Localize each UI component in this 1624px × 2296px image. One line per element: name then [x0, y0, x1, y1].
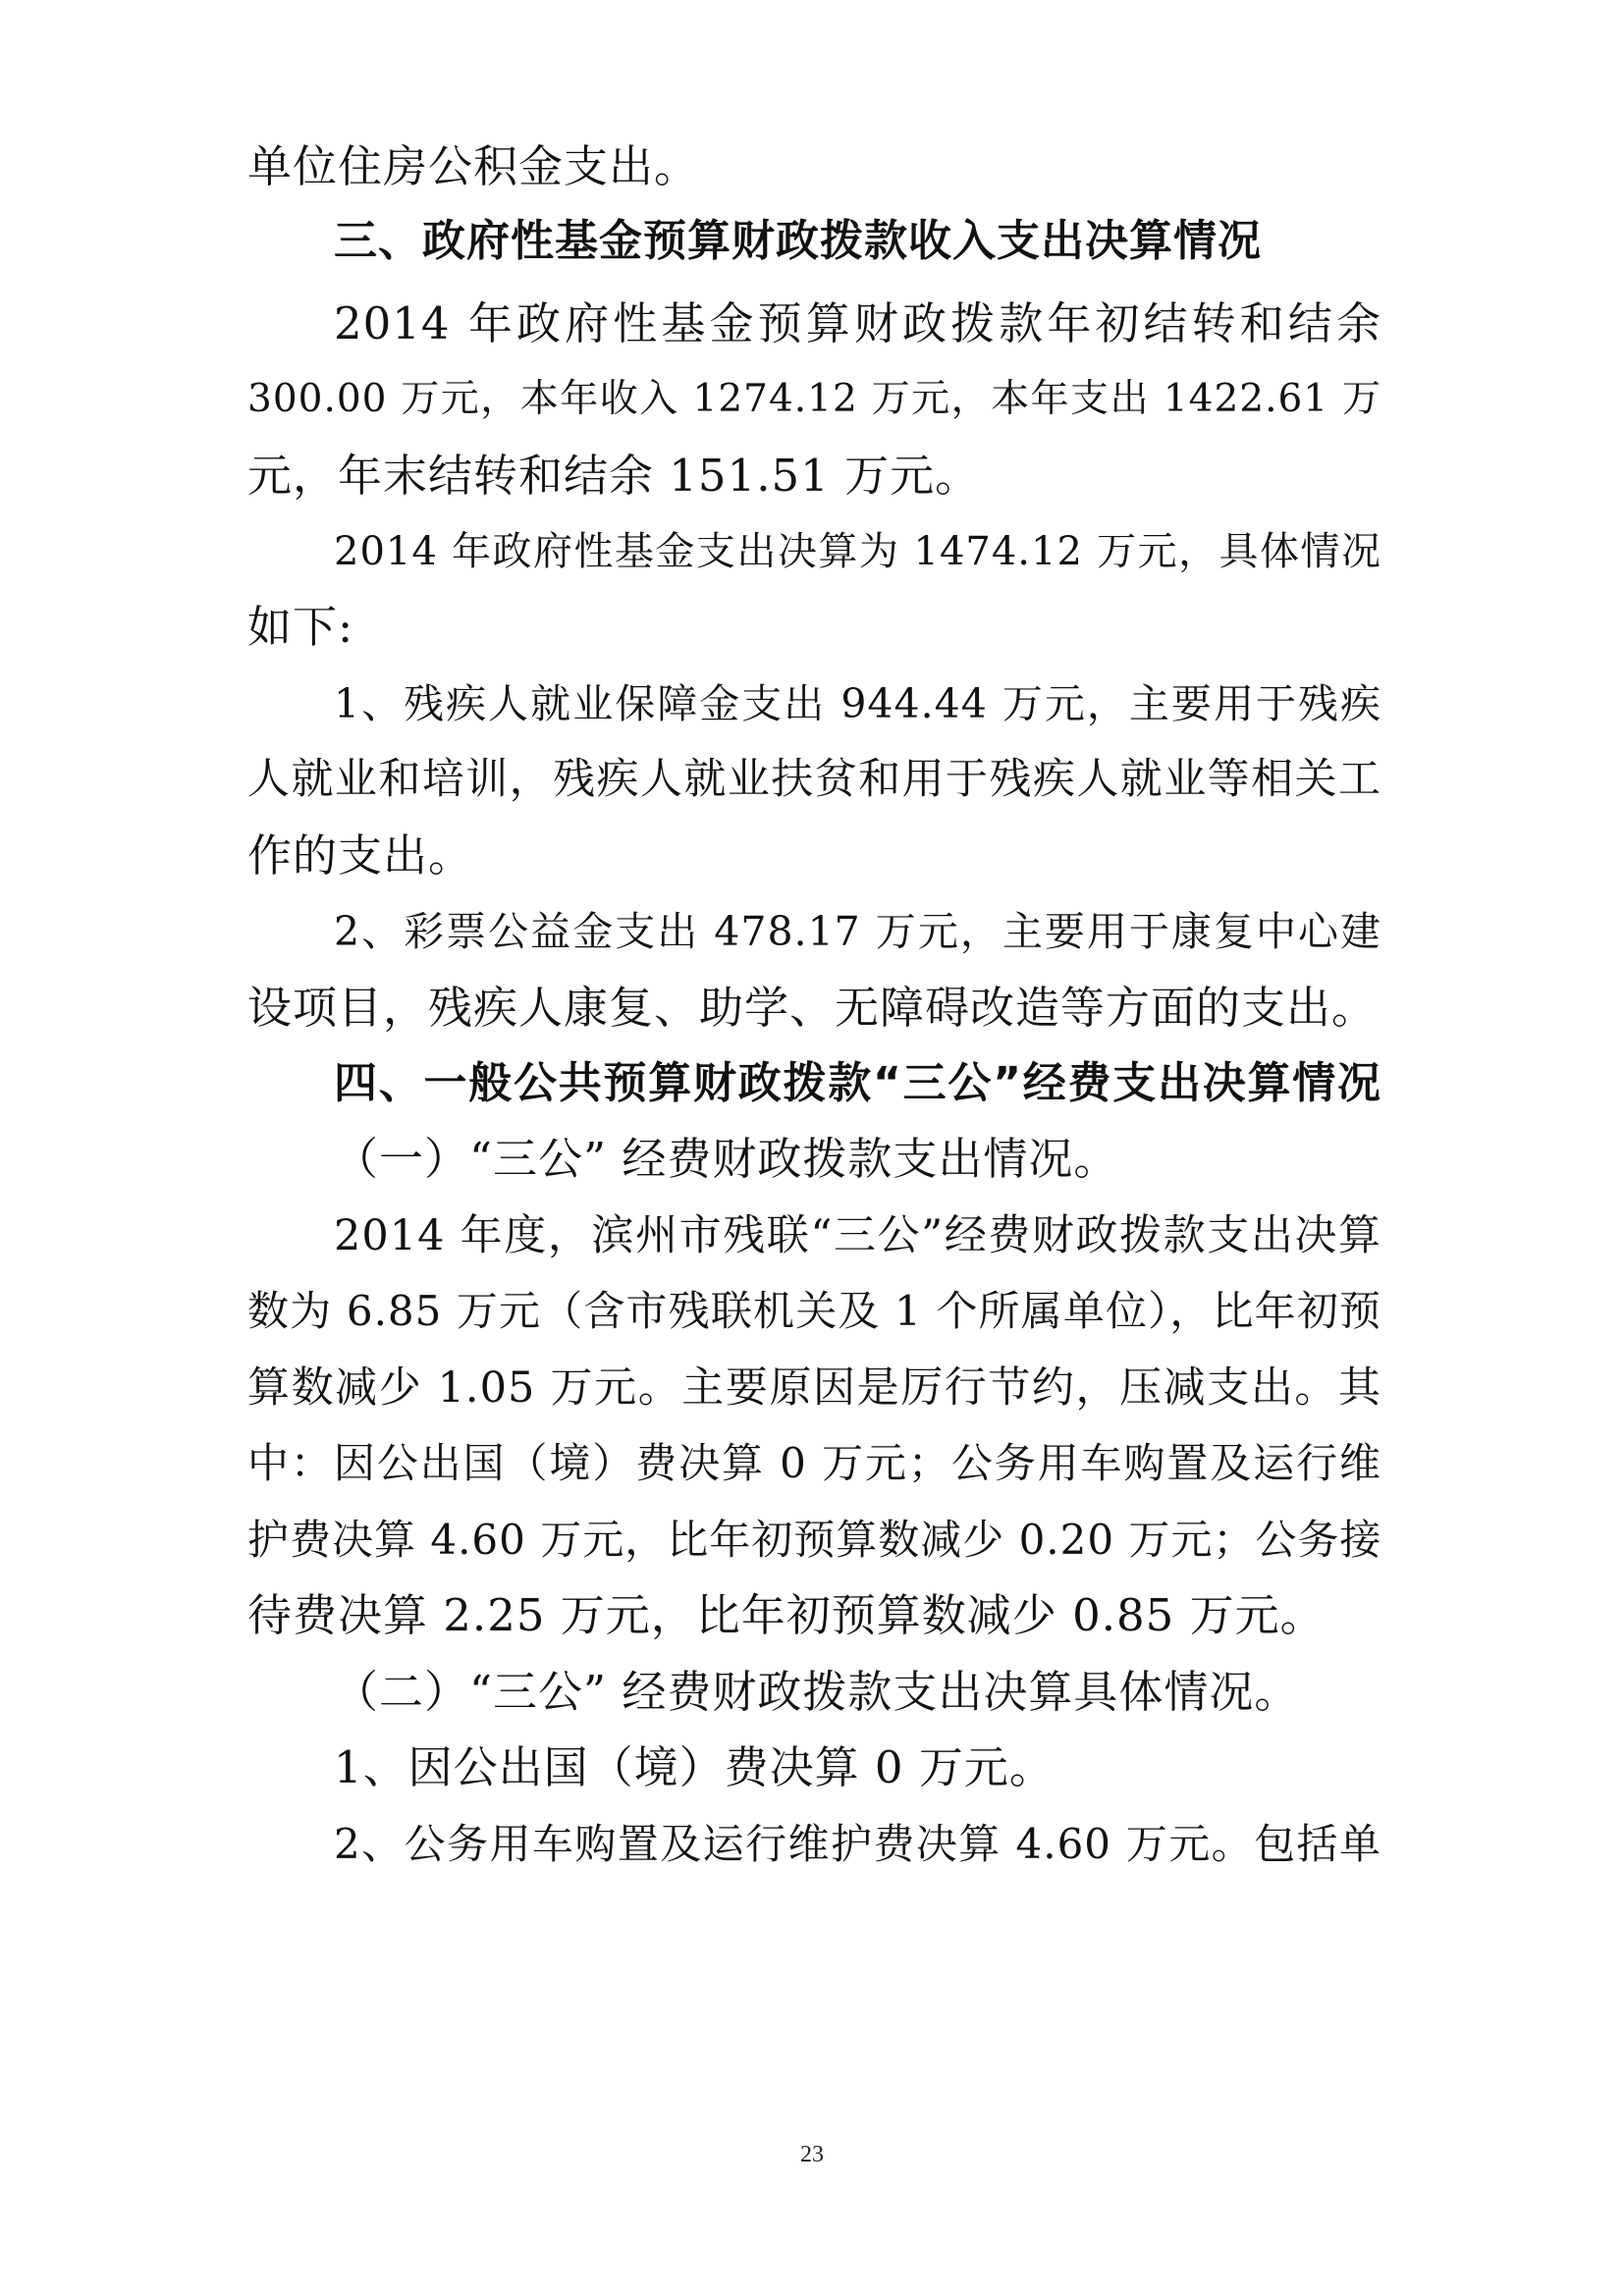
section-heading: 四、一般公共预算财政拨款“三公”经费支出决算情况: [334, 1058, 1381, 1108]
text-line: 人就业和培训，残疾人就业扶贫和用于残疾人就业等相关工: [247, 755, 1381, 804]
text-line: 设项目，残疾人康复、助学、无障碍改造等方面的支出。: [247, 982, 1378, 1034]
page-number: 23: [800, 2142, 824, 2167]
text-line: 数为 6.85 万元（含市残联机关及 1 个所属单位），比年初预: [247, 1287, 1381, 1335]
subsection-heading: （一）“三公” 经费财政拨款支出情况。: [334, 1133, 1119, 1185]
text-line: 2014 年政府性基金预算财政拨款年初结转和结余: [334, 297, 1381, 349]
text-line: 如下:: [247, 601, 354, 653]
text-line: 中：因公出国（境）费决算 0 万元；公务用车购置及运行维: [247, 1439, 1381, 1487]
text-line: 2014 年度，滨州市残联“三公”经费财政拨款支出决算: [334, 1211, 1381, 1260]
text-line: 300.00 万元，本年收入 1274.12 万元，本年支出 1422.61 万: [247, 377, 1381, 421]
text-line: 1、残疾人就业保障金支出 944.44 万元，主要用于残疾: [334, 680, 1381, 727]
section-heading: 三、政府性基金预算财政拨款收入支出决算情况: [334, 216, 1262, 266]
text-line: 元，年末结转和结余 151.51 万元。: [247, 450, 981, 502]
text-line: 护费决算 4.60 万元，比年初预算数减少 0.20 万元；公务接: [247, 1516, 1382, 1564]
text-line: 2014 年政府性基金支出决算为 1474.12 万元，具体情况: [334, 529, 1381, 574]
text-line: 作的支出。: [247, 829, 474, 881]
text-line: 1、因公出国（境）费决算 0 万元。: [334, 1741, 1055, 1793]
text-line: 2、彩票公益金支出 478.17 万元，主要用于康复中心建: [334, 908, 1381, 955]
text-line: 算数减少 1.05 万元。主要原因是厉行节约，压减支出。其: [247, 1363, 1381, 1413]
subsection-heading: （二）“三公” 经费财政拨款支出决算具体情况。: [334, 1666, 1300, 1718]
text-line: 单位住房公积金支出。: [247, 140, 700, 192]
text-line: 待费决算 2.25 万元，比年初预算数减少 0.85 万元。: [247, 1589, 1326, 1641]
text-line: 2、公务用车购置及运行维护费决算 4.60 万元。包括单: [334, 1820, 1381, 1868]
